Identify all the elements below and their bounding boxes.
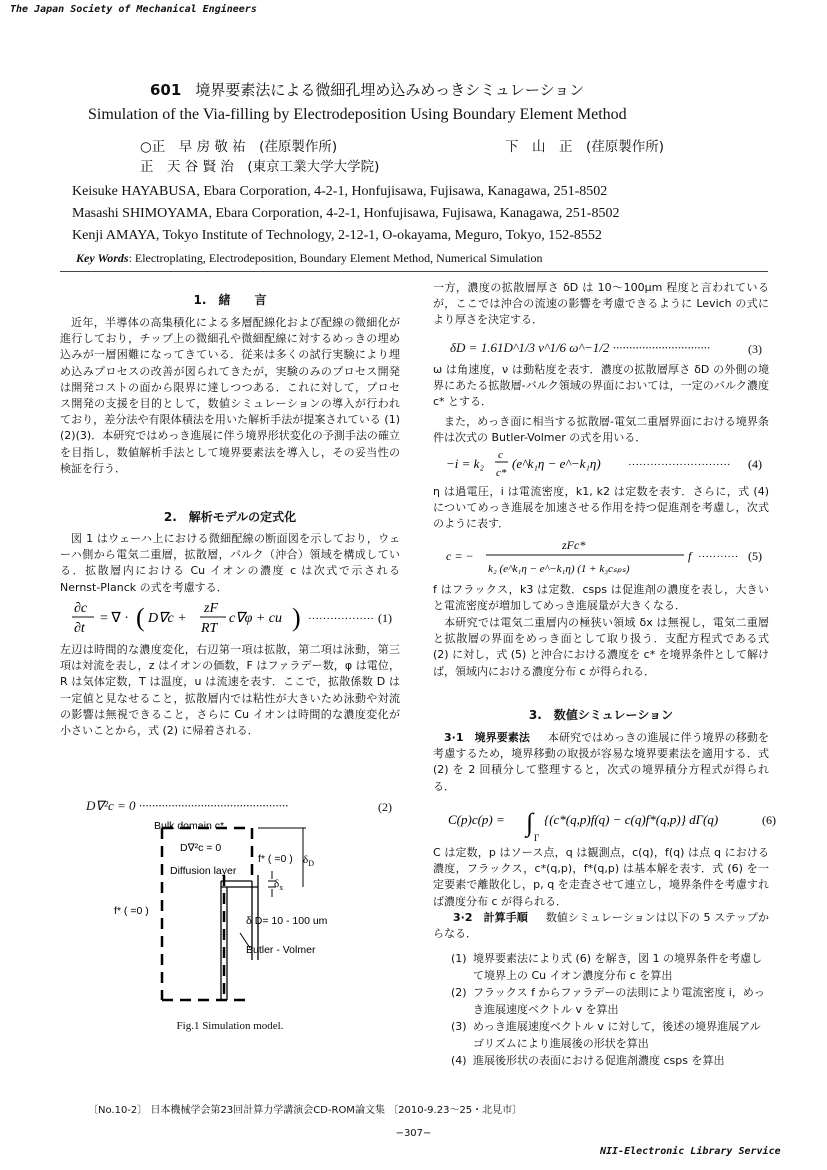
title-ja-text: 境界要素法による微細孔埋め込みめっきシミュレーション xyxy=(195,81,585,99)
svg-text:··················: ·················· xyxy=(308,613,374,625)
equation-4 xyxy=(440,446,770,482)
procedure-steps xyxy=(451,950,771,1069)
right-paragraph-7: C は定数，p はソース点，q は観測点，c(q)，f(q) は点 q における濃度，フラックス，c*(q,p)，f*(q,p) は基本解を表す．式 (6) を一定要素で離散化し，p, q を走査させて連立し，境界条件を考慮すれば濃度分布 c が得られる． xyxy=(433,846,769,908)
svg-text:f: f xyxy=(688,549,692,563)
svg-text:D∇c +: D∇c + xyxy=(148,611,187,626)
affiliation-line: Kenji AMAYA, Tokyo Institute of Technology, 2-12-1, O-okayama, Meguro, Tokyo, 152-8552 xyxy=(72,228,602,243)
diffusion-range-label: δ D= 10 - 100 um xyxy=(246,915,328,927)
equation-6 xyxy=(440,800,776,844)
author-2: 下 山 正 (荏原製作所) xyxy=(505,139,665,155)
svg-text:Γ: Γ xyxy=(534,833,540,843)
svg-text:zF: zF xyxy=(204,601,218,616)
svg-text:C(p)c(p) =: C(p)c(p) = xyxy=(448,812,505,827)
right-paragraph-6: 本研究では電気二重層内の極狭い領域 δx は無視し，電気二重層と拡散層の界面をめっき面として取り扱う．支配方程式である式 (2) に対し，式 (5) と沖合における濃度を c* を境界条件として解けば，領域内における濃度分布 c が得られる． xyxy=(433,616,769,678)
list-item: (2) フラックス f からファラデーの法則により電流密度 i，めっき進展速度ベクトル v を算出 xyxy=(451,986,765,1016)
author-affiliations xyxy=(72,181,619,247)
svg-text:···········: ··········· xyxy=(698,551,739,563)
svg-text:): ) xyxy=(292,603,301,632)
equation-2: D∇²c = 0 ·············································· xyxy=(86,798,289,813)
svg-text:c*: c* xyxy=(496,467,507,479)
eq6-number: (6) xyxy=(762,813,776,827)
right-paragraph-4: η は過電圧，i は電流密度，k1, k2 は定数を表す．さらに，式 (4) についてめっき進展を加速させる作用を持つ促進剤を考慮し，次式のように表す． xyxy=(433,485,769,531)
section-2-title: 2. 解析モデルの定式化 xyxy=(163,510,297,524)
society-header: The Japan Society of Mechanical Engineers xyxy=(10,4,257,15)
section-1-title: 1. 緒 言 xyxy=(193,293,267,307)
list-item: (4) 進展後形状の表面における促進剤濃度 csps を算出 xyxy=(451,1054,725,1067)
right-paragraph-2: ω は角速度，ν は動粘度を表す．濃度の拡散層厚さ δD の外側の境界にあたる拡散層-バルク領域の界面においては，一定のバルク濃度 c* とする． xyxy=(433,363,769,409)
section-3-2 xyxy=(433,910,769,942)
paper-title-ja xyxy=(150,79,584,100)
section-2-body: 図 1 はウェーハ上における微細配線の断面図を示しており，ウェーハ側から電気二重層，拡散層，バルク（沖合）領域を構成している．拡散層内における Cu イオンの濃度 c は次式で示される Nernst-Planck の式を考慮する． xyxy=(60,532,400,594)
citation-footer: 〔No.10-2〕 日本機械学会第23回計算力学講演会CD-ROM論文集 〔2010-9.23〜25・北見市〕 xyxy=(88,1105,523,1116)
page-number: −307− xyxy=(395,1128,432,1139)
laplace-label: D∇²c = 0 xyxy=(180,842,222,854)
affiliation-line: Keisuke HAYABUSA, Ebara Corporation, 4-2-1, Honfujisawa, Fujisawa, Kanagawa, 251-8502 xyxy=(72,184,608,199)
svg-text:····························: ···························· xyxy=(628,459,731,471)
section-3-1 xyxy=(433,730,769,795)
figure-1 xyxy=(100,815,400,1015)
library-service-footer: NII-Electronic Library Service xyxy=(600,1146,781,1157)
figure-caption: Fig.1 Simulation model. xyxy=(176,1020,284,1032)
eq5-number: (5) xyxy=(748,549,762,563)
eq2-number: (2) xyxy=(378,800,392,814)
svg-text:−i = k₂: −i = k₂ xyxy=(446,456,484,471)
paper-number: 601 xyxy=(150,81,182,99)
keywords-text: : Electroplating, Electrodeposition, Boundary Element Method, Numerical Simulation xyxy=(128,251,543,265)
keywords xyxy=(76,251,542,266)
butler-volmer-label: Butler - Volmer xyxy=(246,944,316,956)
svg-text:∫: ∫ xyxy=(526,808,534,837)
section-3-2-heading: 3·2 計算手順 xyxy=(453,911,528,924)
flux-right-label: f* ( =0 ) xyxy=(258,853,293,865)
svg-text:c∇φ + cu: c∇φ + cu xyxy=(229,611,282,626)
header-divider xyxy=(60,271,768,272)
svg-text:c: c xyxy=(498,449,503,461)
delta-x-symbol: $\delta_x$ xyxy=(274,878,284,892)
equation-3: δD = 1.61D^1/3 ν^1/6 ω^−1/2 ······························ xyxy=(450,340,711,355)
right-paragraph-5: f はフラックス，k3 は定数．csps は促進剤の濃度を表し，大きいと電流密度が増加してめっき進展量が大きくなる． xyxy=(433,583,769,613)
svg-text:zFc*: zFc* xyxy=(562,538,586,552)
list-item: (1) 境界要素法により式 (6) を解き，図 1 の境界条件を考慮して境界上の Cu イオン濃度分布 c を算出 xyxy=(451,952,763,982)
section-1-body: 近年，半導体の高集積化による多層配線化および配線の微細化が進行しており，チップ上の微細孔や微細配線に対するめっきの埋め込みが一層困難になってきている．従来は多くの試行実験により埋め込みプロセスの改善が図られてきたが，実験のみのプロセス開発は開発コストの面から限界に達しつつある．これに対して，プロセス開発の支援を目的として，数値シミュレーションの導入が行われており，差分法や有限体積法を用いた解析手法が提案されている (1)(2)(3)．本研究ではめっき進展に伴う境界形状変化の予測手法の確立を目指し，数値解析手法として境界要素法を導入し，その妥当性の検証を行う． xyxy=(60,316,400,475)
eq1-number: (1) xyxy=(378,611,392,625)
svg-text:c = −: c = − xyxy=(446,549,474,563)
section-3-1-body: 本研究ではめっきの進展に伴う境界の移動を考慮するため，境界移動の取扱が容易な境界要素法を適用する．式 (2) を 2 回積分して整理すると，次式の境界積分方程式が得られる． xyxy=(433,731,769,793)
author-3: 正 天 谷 賢 治 (東京工業大学大学院) xyxy=(140,159,380,175)
svg-text:= ∇ ·: = ∇ · xyxy=(100,611,129,626)
right-paragraph-3: また，めっき面に相当する拡散層-電気二重層界面における境界条件は次式の Butler-Volmer の式を用いる． xyxy=(433,415,769,445)
svg-text:{(c*(q,p)f(q) − c(q)f*(q,p)} d: {(c*(q,p)f(q) − c(q)f*(q,p)} dΓ(q) xyxy=(544,812,719,827)
svg-text:RT: RT xyxy=(201,621,218,636)
bulk-domain-label: Bulk domain c* xyxy=(154,820,225,832)
svg-text:(e^k₁η − e^−k₁η): (e^k₁η − e^−k₁η) xyxy=(512,456,601,471)
author-1: ○正 早 房 敬 祐 (荏原製作所) xyxy=(140,139,338,155)
section-2-body-2: 左辺は時間的な濃度変化，右辺第一項は拡散，第二項は泳動，第三項は対流を表し，z はイオンの価数，F はファラデー数，φ は電位，R は気体定数，T は温度，u は流速を表す．ここで，拡散係数 D は一定値と見なせること，拡散層内では粘性が大きいため泳動や対流の影響は無視できること，さらに Cu イオンは時間的な濃度変化が小さいことから，式 (2) に帰着される． xyxy=(60,643,400,738)
equation-1 xyxy=(60,596,400,642)
svg-text:∂t: ∂t xyxy=(74,621,85,636)
flux-left-label: f* ( =0 ) xyxy=(114,905,149,917)
section-3-2-body: 数値シミュレーションは以下の 5 ステップからなる． xyxy=(433,911,769,941)
delta-d-symbol: $\delta_D$ xyxy=(303,854,314,868)
eq4-number: (4) xyxy=(748,457,762,471)
svg-text:∂c: ∂c xyxy=(74,601,88,616)
section-3-1-heading: 3·1 境界要素法 xyxy=(444,731,530,744)
equation-5 xyxy=(440,536,770,580)
svg-text:k₂ (e^k₁η − e^−k₁η) (1 + k₃cₛₚ: k₂ (e^k₁η − e^−k₁η) (1 + k₃cₛₚₛ) xyxy=(488,563,630,575)
affiliation-line: Masashi SHIMOYAMA, Ebara Corporation, 4-2-1, Honfujisawa, Fujisawa, Kanagawa, 251-8502 xyxy=(72,206,620,221)
section-3-title: 3. 数値シミュレーション xyxy=(528,708,674,722)
keywords-label: Key Words xyxy=(76,251,129,265)
right-paragraph-1: 一方，濃度の拡散層厚さ δD は 10〜100μm 程度と言われているが，ここでは沖合の流速の影響を考慮できるように Levich の式により厚さを決定する． xyxy=(433,281,769,327)
diffusion-layer-label: Diffusion layer xyxy=(170,865,237,877)
list-item: (3) めっき進展速度ベクトル v に対して，後述の境界進展アルゴリズムにより進展後の形状を算出 xyxy=(451,1020,761,1050)
paper-title-en: Simulation of the Via-filling by Electrodeposition Using Boundary Element Method xyxy=(88,106,627,123)
eq3-number: (3) xyxy=(748,342,762,356)
svg-text:(: ( xyxy=(136,603,145,632)
